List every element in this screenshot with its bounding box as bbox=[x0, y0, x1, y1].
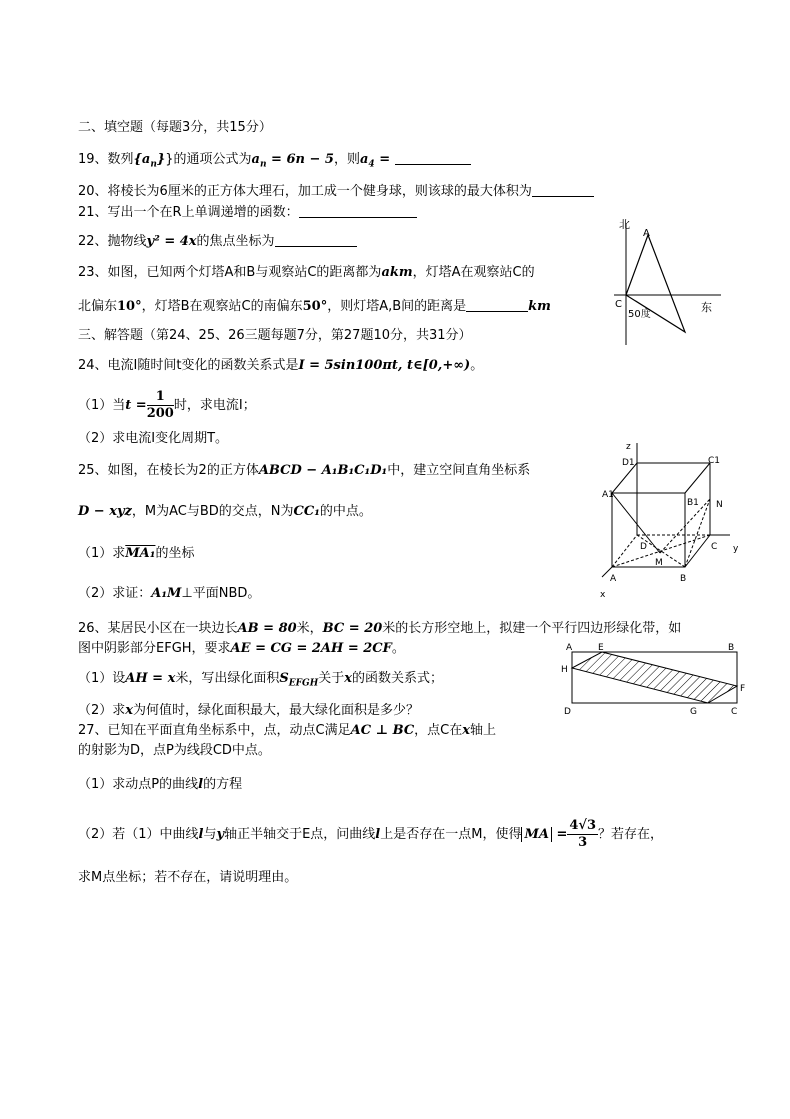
question-23-line1: 23、如图，已知两个灯塔A和B与观察站C的距离都为akm，灯塔A在观察站C的 bbox=[78, 265, 535, 280]
fig25-label-d: D bbox=[640, 542, 647, 552]
question-27-part2-line2: 求M点坐标；若不存在，请说明理由。 bbox=[78, 870, 298, 885]
section-2-title: 二、填空题（每题3分，共15分） bbox=[78, 120, 272, 135]
answer-blank-23 bbox=[466, 297, 528, 312]
question-27-line1: 27、已知在平面直角坐标系中，点，动点C满足AC ⊥ BC，点C在x轴上 bbox=[78, 723, 497, 738]
fig25-label-d1: D1 bbox=[622, 458, 635, 468]
fig25-label-c: C bbox=[711, 542, 718, 552]
figure-25-cube bbox=[600, 435, 750, 600]
question-21: 21、写出一个在R上单调递增的函数： bbox=[78, 203, 417, 222]
fig23-point-c: C bbox=[615, 299, 622, 310]
question-23-line2: 北偏东10°，灯塔B在观察站C的南偏东50°，则灯塔A,B间的距离是 km bbox=[78, 299, 551, 314]
fig26-label-d: D bbox=[564, 707, 571, 717]
fig26-label-a: A bbox=[566, 643, 573, 653]
question-26-part1: （1）设AH = x米，写出绿化面积$S_{EFGH}$关于x的函数关系式； bbox=[78, 671, 444, 689]
question-22: 22、抛物线y² = 4x的焦点坐标为 bbox=[78, 232, 357, 251]
question-27-part2: （2）若（1）中曲线l与y轴正半轴交于E点，问曲线l上是否存在一点M，使得 MA = $\frac{4√3}{3}$ ？若存在， bbox=[78, 818, 664, 850]
fig25-label-b1: B1 bbox=[687, 498, 699, 508]
fig26-label-e: E bbox=[598, 643, 604, 653]
fig25-label-x: x bbox=[600, 590, 606, 600]
question-26-part2: （2）求x为何值时，绿化面积最大，最大绿化面积是多少？ bbox=[78, 703, 420, 718]
fig23-point-a: A bbox=[643, 228, 650, 239]
question-20: 20、将棱长为6厘米的正方体大理石，加工成一个健身球，则该球的最大体积为 bbox=[78, 182, 594, 201]
question-25-line1: 25、如图，在棱长为2的正方体ABCD − A₁B₁C₁D₁中，建立空间直角坐标系 bbox=[78, 463, 531, 478]
fig25-label-b: B bbox=[680, 574, 687, 584]
fig26-label-b: B bbox=[728, 643, 735, 653]
question-26-line2: 图中阴影部分EFGH，要求AE = CG = 2AH = 2CF。 bbox=[78, 641, 405, 656]
fig26-label-f: F bbox=[740, 684, 746, 694]
question-26-line1: 26、某居民小区在一块边长AB = 80米，BC = 20米的长方形空地上，拟建一个平行四边形绿化带，如 bbox=[78, 621, 682, 636]
question-25-line2: D − xyz，M为AC与BD的交点，N为CC₁的中点。 bbox=[78, 504, 372, 519]
question-25-part2: （2）求证：A₁M⊥平面NBD。 bbox=[78, 586, 261, 601]
question-27-line2: 的射影为D，点P为线段CD中点。 bbox=[78, 743, 271, 758]
question-25-part1: （1）求MA₁的坐标 bbox=[78, 546, 195, 561]
figure-26-rectangle bbox=[558, 640, 753, 718]
figure-23-lighthouses bbox=[606, 215, 726, 350]
fig23-angle-label: 50度 bbox=[628, 309, 651, 320]
fig23-east-label: 东 bbox=[701, 301, 712, 314]
question-24: 24、电流I随时间t变化的函数关系式是I = 5sin100πt, t∈[0,+∞)。 bbox=[78, 358, 484, 373]
fig25-label-y: y bbox=[733, 544, 739, 554]
question-27-part1: （1）求动点P的曲线l的方程 bbox=[78, 777, 243, 792]
answer-blank-22 bbox=[275, 232, 357, 247]
fig25-label-a1: A1 bbox=[602, 490, 614, 500]
question-24-part2: （2）求电流I变化周期T。 bbox=[78, 431, 229, 446]
fig25-label-c1: C1 bbox=[708, 456, 721, 466]
answer-blank-19 bbox=[395, 150, 471, 165]
fig25-label-n: N bbox=[716, 500, 723, 510]
fig26-label-c: C bbox=[731, 707, 738, 717]
fig25-label-a: A bbox=[610, 574, 617, 584]
fig26-label-g: G bbox=[690, 707, 697, 717]
fig25-label-z: z bbox=[626, 442, 631, 452]
answer-blank-20 bbox=[532, 182, 594, 197]
fig23-north-label: 北 bbox=[619, 218, 630, 231]
fig26-label-h: H bbox=[561, 665, 568, 675]
section-3-title: 三、解答题（第24、25、26三题每题7分，第27题10分，共31分） bbox=[78, 328, 472, 343]
fig25-label-m: M bbox=[655, 558, 663, 568]
answer-blank-21 bbox=[299, 203, 417, 218]
question-24-part1: （1）当t = $\frac{1}{200}$ 时，求电流I； bbox=[78, 389, 256, 421]
question-19: 19、数列$\{a_n\}$}的通项公式为$a_n = 6n - 5$，则$a_4$ = bbox=[78, 150, 471, 174]
